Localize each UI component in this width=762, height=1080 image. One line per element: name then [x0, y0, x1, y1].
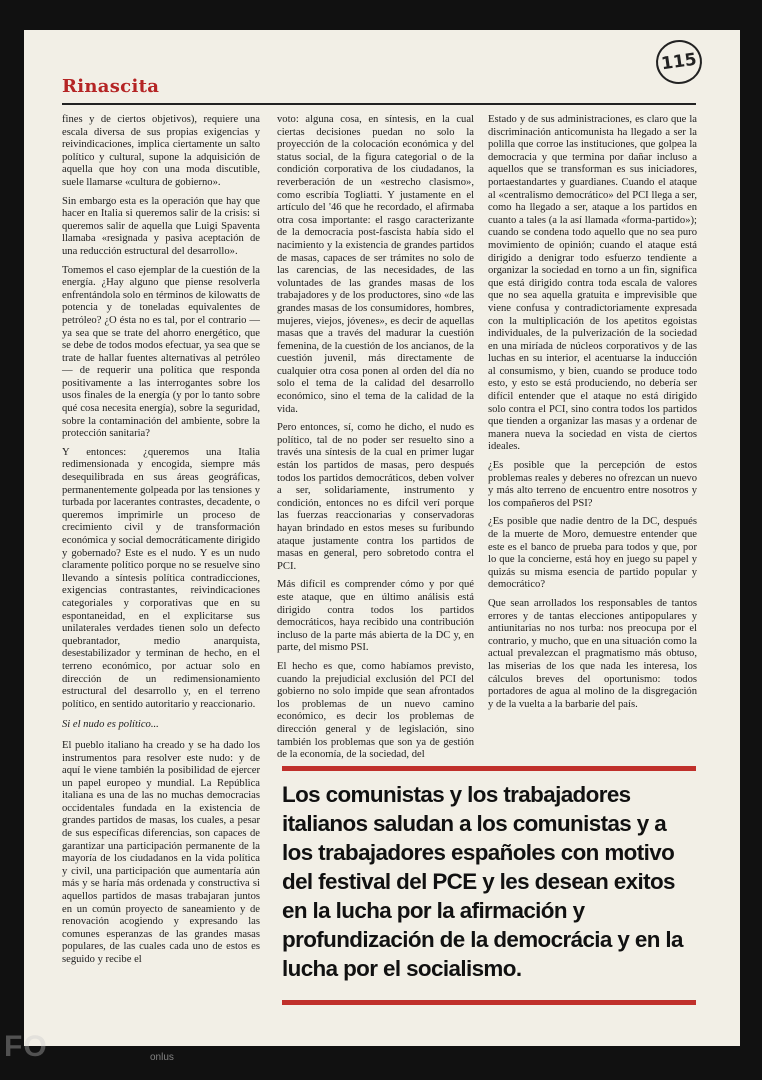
page-number-stamp: 115 — [653, 37, 705, 87]
paragraph: fines y de ciertos objetivos), requiere una escala diversa de sus propias exigencias y reivindicaciones, implica ciertamente un salto político y cultural, supone la adquisición de aquella que hoy con una moda discutible, suele llamarse «cultura de gobierno». — [62, 114, 260, 188]
paragraph: El pueblo italiano ha creado y se ha dado los instrumentos para resolver este nudo: y de aquí le viene también la posibilidad de ejercer un papel europeo y mundial. La República italiana es una de las no muchas democracias occidentales fundada en la existencia de grandes partidos de masas, los cuales, a pesar de sus específicas diferencias, son capaces de garantizar una participación permanente de la mayoría de los ciudadanos en la vida política y civil, una participación que aumentaría aún más y se haría más ordenada y constructiva si aquellos partidos de masas trabajaran juntos en un común proyecto de saneamiento y de renovación acogiendo y expresando las comunes esperanzas de las grandes masas populares, de las cuales cada uno de estos es seguido y recibe el — [62, 739, 260, 965]
paragraph: Que sean arrollados los responsables de tantos errores y de tantas elecciones antipopulares y antiunitarias no nos turba: nos preocupa por el contrario, y mucho, que en una situación como la actual prevalezcan el pragmatismo más obtuso, las miserias de los que nada les interesa, los cálculos breves del oportunismo: todos portadores de agua al molino de la disgregación y de la vuelta a la barbarie del país. — [488, 597, 697, 710]
banner-top-rule — [282, 766, 696, 771]
archive-watermark-sub: onlus — [150, 1052, 174, 1063]
text-column-2 — [277, 114, 474, 768]
paragraph: Sin embargo esta es la operación que hay que hacer en Italia si queremos salir de la crisis: si queremos salir de aquella que Luigi Spaventa llamaba «resignada y pasiva aceptación de una reducción estructural del desarrollo». — [62, 195, 260, 257]
paragraph: ¿Es posible que nadie dentro de la DC, después de la muerte de Moro, demuestre entender que este es el banco de prueba para todos y que, por lo que la concierne, está hoy en juego su papel y quizás su misma esencia de partido popular y democrático? — [488, 516, 697, 591]
archive-watermark: FO — [4, 1030, 48, 1063]
masthead-title: Rinascita — [62, 76, 160, 97]
paragraph: Más difícil es comprender cómo y por qué este ataque, que en último análisis está dirigido contra todos los partidos democráticos, haya recibido una contribución incluso de la parte más abierta de la DC y, en parte, del mismo PSI. — [277, 579, 474, 654]
paragraph: Pero entonces, sí, como he dicho, el nudo es político, tal de no poder ser resuelto sino a través una síntesis de la cual en primer lugar están los partidos de masas, pero después todos los partidos democráticos, deben volver a ser, solidariamente, instrumento y condición, entonces no es difcil verí porque las fuerzas reaccionarias y conservadoras hayan brindado en estos meses su furibundo ataque justamente contra los partidos de masas en general, pero sobretodo contra el PCI. — [277, 422, 474, 572]
header-rule — [62, 103, 696, 105]
greeting-banner: Los comunistas y los trabajadores italianos saludan a los comunistas y a los trabajadores españoles con motivo del festival del PCE y les desean exitos en la lucha por la afirmación y profundización de la democrácia y en la lucha por el socialismo. — [282, 782, 683, 981]
banner-bottom-rule — [282, 1000, 696, 1005]
paragraph: ¿Es posible que la percepción de estos problemas reales y deberes no ofrezcan un nuevo y más alto terreno de encuentro entre nosotros y los compañeros del PSI? — [488, 460, 697, 509]
paragraph: voto: alguna cosa, en síntesis, en la cual ciertas decisiones puedan no solo la proyección de la colocación económica y del status social, de la figura categorial o de la condición corporativa de los ciudadanos, la reverberación de un «estrecho clasismo», como escribía Togliatti. Y justamente en el artículo del '46 que he recordado, el afirmaba otra cosa importante: el rasgo caracterizante de la democracia post-fascista había sido el nacimiento y la existencia de grandes partidos de masas, capaces de ser trámites no solo de las carencias, de las necesidades, de las voluntades de las grandes masas de los trabajadores y de los productores, sino «de las grandes masas de los consumidores, hombres, mujeres, viejos, jóvenes», es decir de aquellas masas que a través del madurar la cuestión femenina, de la cuestión de los ancianos, de la cuestión juvenil, más directamente de cualquier otra cosa ponen al orden del día no solo el tema de la calidad del desarrollo económico, sino el tema de la calidad de la vida. — [277, 114, 474, 415]
paragraph: Tomemos el caso ejemplar de la cuestión de la energía. ¿Hay alguno que piense resolverla enfrentándola solo en términos de kilowatts de potencia y de toneladas equivalentes de petróleo? ¿O ésta no es tal, por el contrario — ya sea que se trate del ahorro energético, que se debe de todos modos efectuar, ya sea que se trate de hallar fuentes alternativas al petróleo — de requerir una política que responda positivamente a las interrogantes sobre los usos finales de la energía (y por lo tanto sobre qué cosa necesita energía), sobre la seguridad, sobre la contaminación del ambiente, sobre la protección sanitaria? — [62, 264, 260, 440]
paragraph: El hecho es que, como habíamos previsto, cuando la prejudicial exclusión del PCI del gobierno no solo impide que sean afrontados los problemas de un nuevo camino económico, es decir los problemas de dirección general y de legislación, sino también los problemas que son ya de gestión de la economía, de la sociedad, del — [277, 660, 474, 761]
paragraph: Y entonces: ¿queremos una Italia redimensionada y encogida, siempre más desequilibrada en sus áreas geográficas, permanentemente golpeada por las tensiones y turbada por lacerantes contrastes, decadente, o queremos imprimirle un proceso de crecimiento civil y de transformación económica y social democráticamente dirigido y gobernado? Este es el nudo. Y es un nudo claramente político porque no se resuelve sino llevando a síntesis política contradicciones, exigencias contrastantes, reivindicaciones categoriales y corporativas que en su espontaneidad, en el explicitarse sus unilaterales verdades tienen solo un defecto quebrantador, medio anarquista, desestabilizador y terminan de hecho, en el terreno económico, por actuar solo en dirección de un redimensionamiento estructural del desarrollo y, en el terreno político, en sentido autoritario y reaccionario. — [62, 446, 260, 710]
paragraph: Estado y de sus administraciones, es claro que la discriminación anticomunista ha llegado a ser la polilla que corroe las instituciones, que golpea la democracia y que termina por dañar incluso a aquellos que se transforman es sus iniciadores, portaestandartes y guardianes. Cuando el ataque al «centralismo democrático» del PCI llega a ser, como ha llegado a ser, ataque a los partidos en cuanto a tales (a la así llamada «forma-partido»); cuando se condena todo aquello que no sea puro movimiento de opinión; cuando el ataque está dirigido a denigrar todo esfuerzo tendiente a organizar la sociedad en torno a un fin, significa que está dirigido contra toda escala de valores que no sea aquella gratuita e imprevisible que viene confusa y contradictoriamente expresada con la multiplicación de los apetitos egoistas individuales, de la pulverización de la sociedad en una miríada de núcleos corporativos y de las luchas en su interior, el acentuarse la inducción al consumismo, y bien, cuando se produce todo esto, y esto se está produciendo, no debería ser difícil entender que el ataque no está dirigido solo contra el PCI, sino contra todos los partidos que tienden a organizar las masas y a ordenar de manera nueva la sociedad en vista de ciertos ideales. — [488, 114, 697, 453]
text-column-1 — [62, 114, 260, 973]
section-subhead: Si el nudo es político... — [62, 719, 159, 731]
text-column-3 — [488, 114, 697, 717]
